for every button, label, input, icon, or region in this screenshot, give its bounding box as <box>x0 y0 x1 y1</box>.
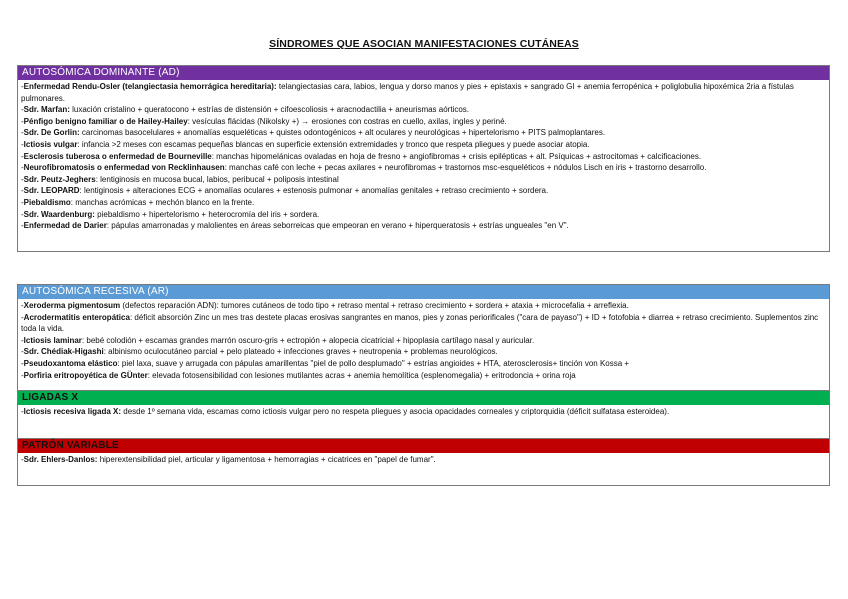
syndrome-description: : infancia >2 meses con escamas pequeñas blancas en superficie extensión extremidades y tronco que respeta pliegues y puede asociar atopia. <box>77 139 590 149</box>
syndrome-entry <box>21 127 826 139</box>
section-header-x-linked: LIGADAS X <box>18 390 829 405</box>
syndrome-entry <box>21 358 826 370</box>
syndrome-description: carcinomas basocelulares + anomalías esqueléticas + quistes odontogénicos + alt oculares y neurológicas + hipertelorismo + PITS palmoplantares. <box>79 128 606 138</box>
syndrome-name: Acrodermatitis enteropática <box>23 312 130 322</box>
syndrome-description: : bebé colodión + escamas grandes marrón oscuro-gris + ectropión + alopecia cicatricial + hipoplasia cartílago nasal y auricular. <box>81 335 535 345</box>
entry-dash: - <box>21 197 24 207</box>
syndrome-entry <box>21 104 826 116</box>
syndrome-name: Sdr. Peutz-Jeghers <box>23 174 96 184</box>
syndrome-description: telangiectasias cara, labios, lengua y dorso manos y pies + epistaxis + sangrado GI + anemia ferropénica + poliglobulia hipoxémica 2ria a fístulas pulmonares. <box>21 82 794 103</box>
syndrome-entry <box>21 300 826 312</box>
section-body-ad <box>18 80 829 234</box>
page-title: SÍNDROMES QUE ASOCIAN MANIFESTACIONES CUTÁNEAS <box>269 38 579 50</box>
syndrome-description: : piel laxa, suave y arrugada con pápulas amarillentas "piel de pollo desplumado" + estrías angioides + HTA, aterosclerosis+ tinción von Kossa + <box>117 358 630 368</box>
syndrome-description: : vesículas flácidas (Nikolsky +) → erosiones con costras en cuello, axilas, ingles y periné. <box>187 116 507 126</box>
entry-dash: - <box>21 209 24 219</box>
syndrome-name: Pénfigo benigno familiar o de Hailey-Hailey <box>23 116 188 126</box>
syndrome-entry <box>21 209 826 221</box>
section-header-ar: AUTOSÓMICA RECESIVA (AR) <box>18 285 829 299</box>
syndrome-entry <box>21 197 826 209</box>
syndrome-entry <box>21 312 826 335</box>
syndrome-name: Sdr. De Gorlin: <box>23 128 80 138</box>
entry-dash: - <box>21 163 24 173</box>
syndrome-name: Enfermedad Rendu-Osler (telangiectasia hemorrágica hereditaria): <box>23 82 277 91</box>
syndrome-description: : lentiginosis en mucosa bucal, labios, peribucal + poliposis intestinal <box>95 174 339 184</box>
entry-dash: - <box>21 151 24 161</box>
entry-dash: - <box>21 407 24 416</box>
section-body-x-linked <box>18 405 829 438</box>
section-body-variable <box>18 453 829 468</box>
syndrome-name: Sdr. Ehlers-Danlos: <box>23 455 98 464</box>
syndrome-description: desde 1º semana vida, escamas como ictiosis vulgar pero no respeta pliegues y asocia opacidades corneales y criptorquidia (déficit sulfatasa esteroidea). <box>121 407 670 416</box>
syndrome-entry <box>21 116 826 128</box>
entry-dash: - <box>21 221 24 231</box>
syndrome-description: : pápulas amarronadas y malolientes en áreas seborreicas que empeoran en verano + hiperqueratosis + estrías ungueales "en V". <box>106 221 569 231</box>
syndrome-name: Sdr. Marfan: <box>23 105 70 115</box>
syndrome-entry <box>21 81 826 104</box>
syndrome-entry <box>21 174 826 186</box>
syndrome-name: Ictiosis vulgar <box>23 139 78 149</box>
syndrome-description: : manchas café con leche + pecas axilares + neurofibromas + trastornos msc-esqueléticos + nódulos Lisch en iris + trastorno desarrollo. <box>224 163 707 173</box>
syndrome-entry <box>21 346 826 358</box>
syndrome-entry <box>21 406 826 418</box>
section-header-variable: PATRÓN VARIABLE <box>18 438 829 453</box>
entry-dash: - <box>21 301 24 310</box>
syndrome-name: Xeroderma pigmentosum <box>23 301 121 310</box>
syndrome-name: Ictiosis recesiva ligada X: <box>23 407 122 416</box>
entry-dash: - <box>21 455 24 464</box>
syndrome-entry <box>21 139 826 151</box>
entry-dash: - <box>21 347 24 357</box>
syndrome-description: : manchas hipomelánicas ovaladas en hoja de fresno + angiofibromas + crisis epilépticas + alt. Psíquicas + astrocitomas + calcificaciones. <box>211 151 702 161</box>
entry-dash: - <box>21 335 24 345</box>
syndrome-description: piebaldismo + hipertelorismo + heterocromía del iris + sordera. <box>94 209 320 219</box>
entry-dash: - <box>21 105 24 115</box>
syndrome-entry <box>21 185 826 197</box>
syndrome-name: Sdr. Chédiak-Higashi <box>23 347 104 357</box>
syndrome-name: Sdr. Waardenburg: <box>23 209 95 219</box>
section-autosomal-recessive <box>17 284 830 486</box>
entry-dash: - <box>21 370 24 380</box>
syndrome-name: Porfiria eritropoyética de GÜnter <box>23 370 148 380</box>
section-header-ad: AUTOSÓMICA DOMINANTE (AD) <box>18 66 829 80</box>
syndrome-description: : elevada fotosensibilidad con lesiones mutilantes acras + anemia hemolítica (esplenomegalia) + eritrodoncia + orina roja <box>147 370 576 380</box>
syndrome-entry <box>21 151 826 163</box>
syndrome-entry <box>21 335 826 347</box>
entry-dash: - <box>21 358 24 368</box>
syndrome-name: Esclerosis tuberosa o enfermedad de Bourneville <box>23 151 212 161</box>
syndrome-description: : déficit absorción Zinc un mes tras destete placas erosivas sangrantes en manos, pies y zonas periorificales ("cara de payaso") + ID + fotofobia + diarrea + retraso crecimiento. Suplementos zinc toda la vida. <box>21 312 819 334</box>
syndrome-entry <box>21 370 826 382</box>
syndrome-description: hiperextensibilidad piel, articular y ligamentosa + hemorragias + cicatrices en "papel de fumar". <box>97 455 436 464</box>
entry-dash: - <box>21 116 24 126</box>
syndrome-description: luxación cristalino + queratocono + estrías de distensión + cifoescoliosis + aracnodactilia + aneurismas aórticos. <box>69 105 470 115</box>
syndrome-description: : lentiginosis + alteraciones ECG + anomalías oculares + estenosis pulmonar + anomalías genitales + retraso crecimiento + sordera. <box>79 186 549 196</box>
entry-dash: - <box>21 82 24 91</box>
syndrome-name: Neurofibromatosis o enfermedad von Recklinhausen <box>23 163 225 173</box>
syndrome-name: Sdr. LEOPARD <box>23 186 80 196</box>
syndrome-description: : albinismo oculocutáneo parcial + pelo plateado + infecciones graves + neutropenia + problemas neurológicos. <box>103 347 498 357</box>
syndrome-name: Enfermedad de Darier <box>23 221 107 231</box>
entry-dash: - <box>21 128 24 138</box>
syndrome-name: Piebaldismo <box>23 197 71 207</box>
entry-dash: - <box>21 139 24 149</box>
syndrome-entry <box>21 454 826 466</box>
section-body-ar <box>18 299 829 390</box>
syndrome-entry <box>21 162 826 174</box>
entry-dash: - <box>21 186 24 196</box>
entry-dash: - <box>21 312 24 322</box>
syndrome-description: (defectos reparación ADN): tumores cutáneos de todo tipo + retraso mental + retraso crecimiento + sordera + ataxia + microcefalia + arreflexia. <box>120 301 629 310</box>
syndrome-name: Ictiosis laminar <box>23 335 82 345</box>
syndrome-entry <box>21 220 826 232</box>
section-autosomal-dominant <box>17 65 830 252</box>
entry-dash: - <box>21 174 24 184</box>
syndrome-name: Pseudoxantoma elástico <box>23 358 118 368</box>
syndrome-description: : manchas acrómicas + mechón blanco en la frente. <box>70 197 255 207</box>
